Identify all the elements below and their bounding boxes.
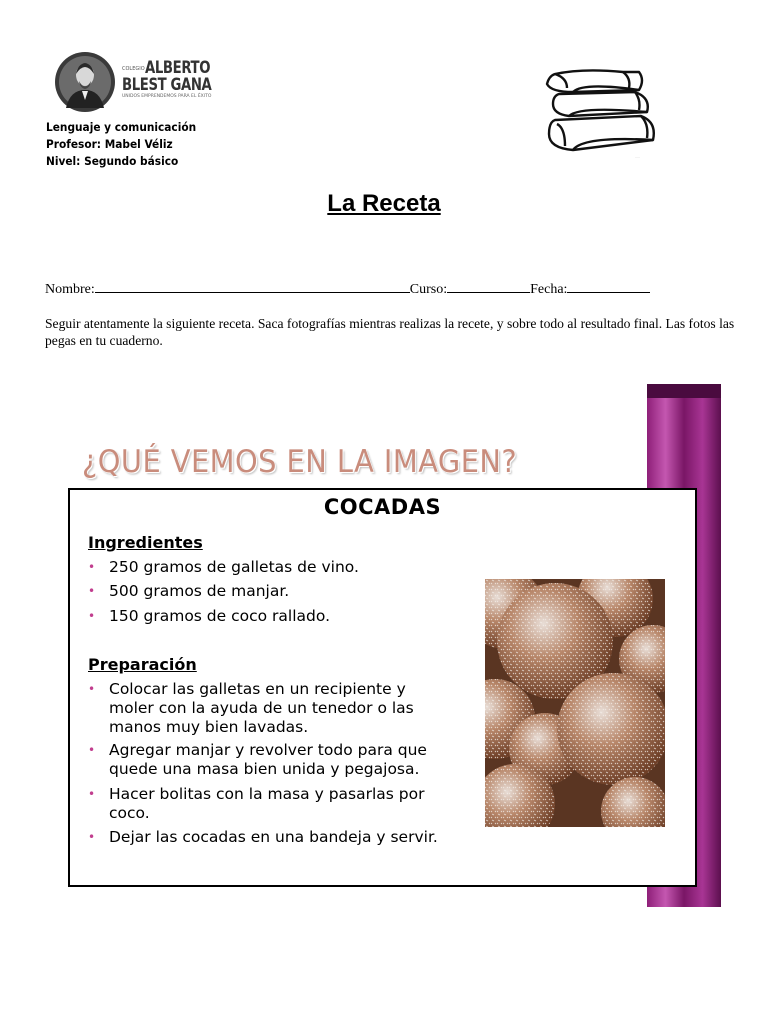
name-label: Nombre: (45, 282, 95, 297)
logo-motto: UNIDOS EMPRENDEMOS PARA EL ÉXITO (122, 94, 212, 99)
logo-prefix: COLEGIO (122, 66, 145, 72)
date-field[interactable] (567, 279, 650, 293)
bullet-icon: • (88, 560, 96, 574)
bullet-icon: • (88, 787, 96, 801)
date-label: Fecha: (530, 282, 568, 297)
step-line: Colocar las galletas en un recipiente y (109, 680, 406, 698)
preparation-heading: Preparación (88, 655, 197, 674)
step-line: Agregar manjar y revolver todo para que (109, 741, 427, 759)
instructions-paragraph: Seguir atentamente la siguiente receta. Saca fotografías mientras realizas la recete, y sobre todo al resultado final. Las fotos las pegas en tu cuaderno. (45, 316, 735, 348)
logo-name-line1: ALBERTO (145, 58, 211, 78)
bullet-icon: • (88, 609, 96, 623)
step-line: quede una masa bien unida y pegajosa. (109, 760, 420, 778)
slide-decor-stripe-top (647, 384, 721, 398)
subject-line: Lenguaje y comunicación (46, 120, 197, 134)
slide-heading: ¿QUÉ VEMOS EN LA IMAGEN? (82, 444, 518, 480)
course-field[interactable] (447, 279, 530, 293)
ingredients-heading: Ingredientes (88, 533, 203, 552)
step-line: coco. (109, 804, 150, 822)
svg-text:·····: ····· (635, 155, 640, 159)
books-stack-icon (543, 64, 661, 162)
step-line: Dejar las cocadas en una bandeja y servir. (109, 828, 438, 846)
bullet-icon: • (88, 830, 96, 844)
logo-name-line2: BLEST GANA (122, 75, 212, 95)
recipe-title: COCADAS (323, 495, 442, 519)
step-line: moler con la ayuda de un tenedor o las (109, 699, 414, 717)
step-line: manos muy bien lavadas. (109, 718, 309, 736)
student-info-line (45, 279, 650, 298)
name-field[interactable] (95, 279, 410, 293)
bullet-icon: • (88, 584, 96, 598)
bullet-icon: • (88, 743, 96, 757)
course-label: Curso: (409, 282, 448, 297)
page-title: La Receta (327, 190, 441, 217)
level-line: Nivel: Segundo básico (46, 154, 179, 168)
step-line: Hacer bolitas con la masa y pasarlas por (109, 785, 425, 803)
school-logo-portrait (54, 50, 116, 114)
teacher-line: Profesor: Mabel Véliz (46, 137, 173, 151)
cocadas-photo (485, 579, 665, 827)
bullet-icon: • (88, 682, 96, 696)
